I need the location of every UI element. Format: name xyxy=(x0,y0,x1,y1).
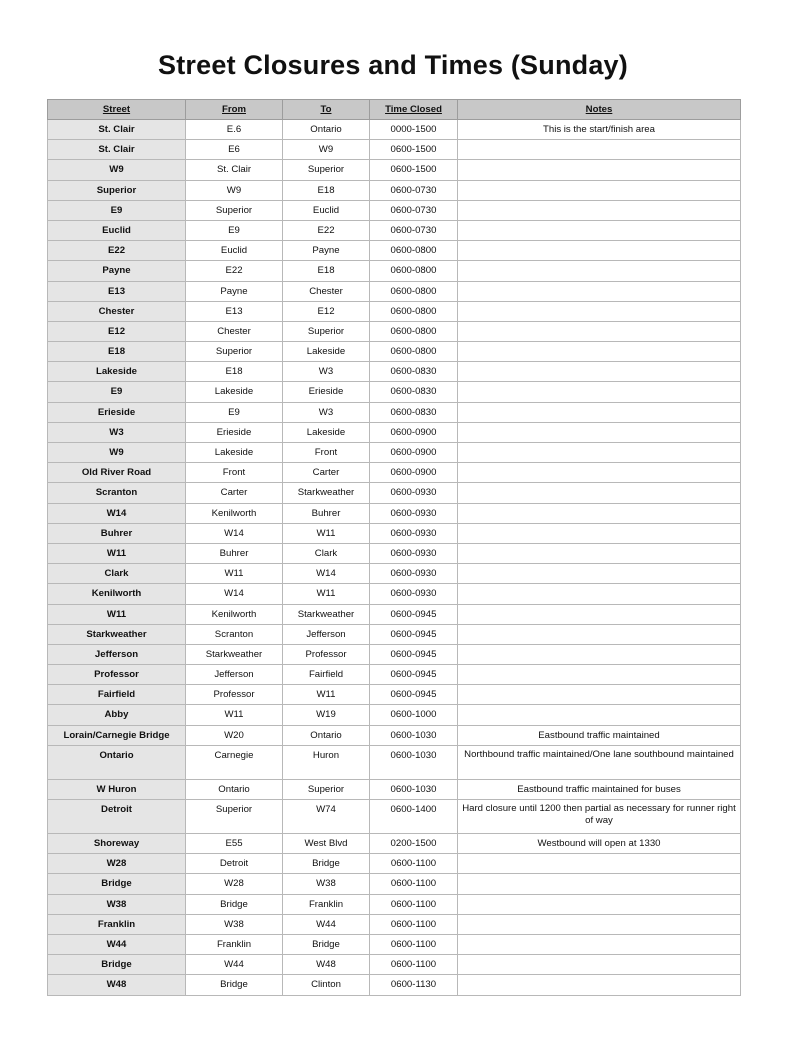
table-row xyxy=(48,604,741,624)
cell-from: Carnegie xyxy=(186,745,283,779)
cell-to: E18 xyxy=(283,180,370,200)
cell-notes xyxy=(458,422,741,442)
cell-time-closed: 0600-0830 xyxy=(370,382,458,402)
table-row xyxy=(48,281,741,301)
cell-time-closed: 0600-0800 xyxy=(370,321,458,341)
cell-notes xyxy=(458,874,741,894)
cell-time-closed: 0600-0830 xyxy=(370,402,458,422)
cell-from: Kenilworth xyxy=(186,604,283,624)
cell-time-closed: 0600-1100 xyxy=(370,874,458,894)
header-street: Street xyxy=(48,100,186,120)
table-row xyxy=(48,120,741,140)
cell-to: Erieside xyxy=(283,382,370,402)
cell-to: Huron xyxy=(283,745,370,779)
cell-time-closed: 0600-0930 xyxy=(370,483,458,503)
table-row xyxy=(48,140,741,160)
cell-from: Bridge xyxy=(186,975,283,995)
cell-to: W14 xyxy=(283,564,370,584)
cell-to: Lakeside xyxy=(283,342,370,362)
cell-time-closed: 0600-0945 xyxy=(370,644,458,664)
cell-time-closed: 0600-1100 xyxy=(370,914,458,934)
cell-notes xyxy=(458,301,741,321)
cell-notes xyxy=(458,685,741,705)
cell-time-closed: 0600-1000 xyxy=(370,705,458,725)
cell-from: Euclid xyxy=(186,241,283,261)
cell-time-closed: 0600-1500 xyxy=(370,160,458,180)
table-row xyxy=(48,779,741,799)
cell-from: Carter xyxy=(186,483,283,503)
cell-from: E9 xyxy=(186,220,283,240)
cell-from: Bridge xyxy=(186,894,283,914)
cell-to: Front xyxy=(283,443,370,463)
cell-time-closed: 0600-0830 xyxy=(370,362,458,382)
cell-notes xyxy=(458,624,741,644)
table-row xyxy=(48,725,741,745)
cell-street: Kenilworth xyxy=(48,584,186,604)
cell-to: Ontario xyxy=(283,120,370,140)
cell-street: W28 xyxy=(48,854,186,874)
cell-from: Buhrer xyxy=(186,543,283,563)
cell-from: W11 xyxy=(186,564,283,584)
cell-notes xyxy=(458,854,741,874)
table-row xyxy=(48,624,741,644)
cell-from: Superior xyxy=(186,342,283,362)
cell-from: W14 xyxy=(186,584,283,604)
cell-notes xyxy=(458,443,741,463)
cell-street: Lakeside xyxy=(48,362,186,382)
table-row xyxy=(48,705,741,725)
cell-time-closed: 0600-0930 xyxy=(370,584,458,604)
cell-notes xyxy=(458,200,741,220)
cell-from: E55 xyxy=(186,834,283,854)
table-row xyxy=(48,745,741,779)
cell-notes xyxy=(458,321,741,341)
table-row xyxy=(48,975,741,995)
cell-from: W38 xyxy=(186,914,283,934)
cell-street: Ontario xyxy=(48,745,186,779)
cell-to: Ontario xyxy=(283,725,370,745)
table-row xyxy=(48,564,741,584)
cell-to: W9 xyxy=(283,140,370,160)
cell-from: W14 xyxy=(186,523,283,543)
cell-notes xyxy=(458,543,741,563)
cell-street: Fairfield xyxy=(48,685,186,705)
cell-to: W11 xyxy=(283,523,370,543)
table-row xyxy=(48,443,741,463)
cell-street: Bridge xyxy=(48,874,186,894)
cell-to: Bridge xyxy=(283,934,370,954)
cell-notes: Eastbound traffic maintained xyxy=(458,725,741,745)
cell-notes xyxy=(458,975,741,995)
table-row xyxy=(48,523,741,543)
cell-street: E9 xyxy=(48,200,186,220)
table-row xyxy=(48,200,741,220)
cell-street: Old River Road xyxy=(48,463,186,483)
cell-time-closed: 0600-1030 xyxy=(370,745,458,779)
cell-time-closed: 0600-1500 xyxy=(370,140,458,160)
cell-street: Professor xyxy=(48,665,186,685)
table-row xyxy=(48,665,741,685)
cell-time-closed: 0600-0930 xyxy=(370,564,458,584)
cell-notes xyxy=(458,523,741,543)
cell-time-closed: 0200-1500 xyxy=(370,834,458,854)
cell-to: Jefferson xyxy=(283,624,370,644)
cell-from: E13 xyxy=(186,301,283,321)
cell-to: Professor xyxy=(283,644,370,664)
cell-from: Detroit xyxy=(186,854,283,874)
table-row xyxy=(48,894,741,914)
cell-time-closed: 0600-1100 xyxy=(370,894,458,914)
cell-street: W14 xyxy=(48,503,186,523)
table-row xyxy=(48,834,741,854)
cell-from: Scranton xyxy=(186,624,283,644)
cell-from: Lakeside xyxy=(186,443,283,463)
cell-street: E12 xyxy=(48,321,186,341)
cell-from: Superior xyxy=(186,200,283,220)
cell-time-closed: 0600-0900 xyxy=(370,422,458,442)
cell-notes xyxy=(458,402,741,422)
cell-time-closed: 0600-0900 xyxy=(370,443,458,463)
cell-street: St. Clair xyxy=(48,120,186,140)
cell-street: Buhrer xyxy=(48,523,186,543)
cell-to: W38 xyxy=(283,874,370,894)
cell-time-closed: 0000-1500 xyxy=(370,120,458,140)
cell-street: E22 xyxy=(48,241,186,261)
cell-from: Chester xyxy=(186,321,283,341)
cell-time-closed: 0600-1130 xyxy=(370,975,458,995)
table-header-row xyxy=(48,100,741,120)
table-row xyxy=(48,180,741,200)
table-row xyxy=(48,422,741,442)
table-row xyxy=(48,503,741,523)
cell-from: W44 xyxy=(186,955,283,975)
header-from: From xyxy=(186,100,283,120)
cell-from: E6 xyxy=(186,140,283,160)
cell-street: W Huron xyxy=(48,779,186,799)
table-row xyxy=(48,301,741,321)
cell-notes xyxy=(458,483,741,503)
cell-notes xyxy=(458,934,741,954)
cell-notes: This is the start/finish area xyxy=(458,120,741,140)
cell-notes: Westbound will open at 1330 xyxy=(458,834,741,854)
cell-street: Jefferson xyxy=(48,644,186,664)
cell-time-closed: 0600-0945 xyxy=(370,685,458,705)
cell-street: Erieside xyxy=(48,402,186,422)
cell-notes: Northbound traffic maintained/One lane southbound maintained xyxy=(458,745,741,779)
cell-notes xyxy=(458,140,741,160)
table-row xyxy=(48,955,741,975)
cell-from: W28 xyxy=(186,874,283,894)
cell-street: St. Clair xyxy=(48,140,186,160)
cell-street: W44 xyxy=(48,934,186,954)
cell-from: E18 xyxy=(186,362,283,382)
cell-time-closed: 0600-1400 xyxy=(370,800,458,834)
cell-to: Bridge xyxy=(283,854,370,874)
cell-from: Erieside xyxy=(186,422,283,442)
cell-time-closed: 0600-0800 xyxy=(370,281,458,301)
cell-to: E12 xyxy=(283,301,370,321)
cell-to: E18 xyxy=(283,261,370,281)
cell-notes xyxy=(458,342,741,362)
cell-street: Bridge xyxy=(48,955,186,975)
cell-to: Superior xyxy=(283,321,370,341)
table-row xyxy=(48,160,741,180)
cell-from: Front xyxy=(186,463,283,483)
cell-street: W11 xyxy=(48,543,186,563)
cell-to: Starkweather xyxy=(283,604,370,624)
cell-notes xyxy=(458,705,741,725)
table-row xyxy=(48,483,741,503)
cell-from: Lakeside xyxy=(186,382,283,402)
cell-notes xyxy=(458,584,741,604)
cell-street: Euclid xyxy=(48,220,186,240)
cell-time-closed: 0600-0930 xyxy=(370,523,458,543)
cell-time-closed: 0600-1030 xyxy=(370,725,458,745)
cell-from: Payne xyxy=(186,281,283,301)
cell-street: Shoreway xyxy=(48,834,186,854)
cell-to: W11 xyxy=(283,685,370,705)
street-closures-table xyxy=(47,99,741,996)
cell-from: W9 xyxy=(186,180,283,200)
table-row xyxy=(48,261,741,281)
cell-street: W9 xyxy=(48,160,186,180)
cell-to: Superior xyxy=(283,160,370,180)
cell-to: Superior xyxy=(283,779,370,799)
cell-notes xyxy=(458,665,741,685)
cell-notes xyxy=(458,160,741,180)
cell-notes xyxy=(458,955,741,975)
cell-street: W38 xyxy=(48,894,186,914)
page-title: Street Closures and Times (Sunday) xyxy=(158,50,628,80)
cell-from: Jefferson xyxy=(186,665,283,685)
cell-street: Detroit xyxy=(48,800,186,834)
cell-from: Franklin xyxy=(186,934,283,954)
cell-to: Clark xyxy=(283,543,370,563)
cell-notes: Eastbound traffic maintained for buses xyxy=(458,779,741,799)
header-notes: Notes xyxy=(458,100,741,120)
cell-street: W9 xyxy=(48,443,186,463)
table-row xyxy=(48,914,741,934)
cell-street: Franklin xyxy=(48,914,186,934)
cell-street: E18 xyxy=(48,342,186,362)
cell-street: W11 xyxy=(48,604,186,624)
cell-from: E9 xyxy=(186,402,283,422)
table-body xyxy=(48,120,741,996)
cell-to: E22 xyxy=(283,220,370,240)
table-row xyxy=(48,220,741,240)
cell-to: Franklin xyxy=(283,894,370,914)
table-row xyxy=(48,644,741,664)
cell-time-closed: 0600-0800 xyxy=(370,301,458,321)
cell-time-closed: 0600-1100 xyxy=(370,934,458,954)
table-row xyxy=(48,934,741,954)
cell-notes xyxy=(458,362,741,382)
cell-street: W3 xyxy=(48,422,186,442)
table-row xyxy=(48,241,741,261)
cell-from: Superior xyxy=(186,800,283,834)
table-row xyxy=(48,382,741,402)
cell-notes: Hard closure until 1200 then partial as necessary for runner right of way xyxy=(458,800,741,834)
cell-notes xyxy=(458,914,741,934)
cell-street: E13 xyxy=(48,281,186,301)
cell-from: Starkweather xyxy=(186,644,283,664)
cell-from: W20 xyxy=(186,725,283,745)
cell-street: Starkweather xyxy=(48,624,186,644)
cell-street: W48 xyxy=(48,975,186,995)
cell-street: Superior xyxy=(48,180,186,200)
cell-to: W3 xyxy=(283,362,370,382)
cell-street: E9 xyxy=(48,382,186,402)
cell-notes xyxy=(458,220,741,240)
cell-from: Kenilworth xyxy=(186,503,283,523)
cell-time-closed: 0600-0900 xyxy=(370,463,458,483)
cell-to: Payne xyxy=(283,241,370,261)
cell-from: Ontario xyxy=(186,779,283,799)
table-row xyxy=(48,362,741,382)
cell-notes xyxy=(458,564,741,584)
cell-time-closed: 0600-0930 xyxy=(370,503,458,523)
cell-notes xyxy=(458,894,741,914)
cell-time-closed: 0600-0800 xyxy=(370,342,458,362)
table-row xyxy=(48,543,741,563)
cell-notes xyxy=(458,180,741,200)
cell-to: Fairfield xyxy=(283,665,370,685)
cell-to: W48 xyxy=(283,955,370,975)
cell-notes xyxy=(458,382,741,402)
cell-notes xyxy=(458,261,741,281)
cell-time-closed: 0600-0945 xyxy=(370,604,458,624)
cell-from: E.6 xyxy=(186,120,283,140)
table-row xyxy=(48,342,741,362)
table-row xyxy=(48,584,741,604)
cell-time-closed: 0600-0930 xyxy=(370,543,458,563)
cell-street: Payne xyxy=(48,261,186,281)
cell-to: W11 xyxy=(283,584,370,604)
header-time-closed: Time Closed xyxy=(370,100,458,120)
cell-to: Carter xyxy=(283,463,370,483)
cell-to: Buhrer xyxy=(283,503,370,523)
table-row xyxy=(48,800,741,834)
cell-to: W19 xyxy=(283,705,370,725)
cell-from: E22 xyxy=(186,261,283,281)
cell-to: West Blvd xyxy=(283,834,370,854)
cell-to: Clinton xyxy=(283,975,370,995)
cell-time-closed: 0600-1100 xyxy=(370,854,458,874)
table-row xyxy=(48,854,741,874)
cell-notes xyxy=(458,604,741,624)
cell-time-closed: 0600-1100 xyxy=(370,955,458,975)
cell-notes xyxy=(458,463,741,483)
cell-to: Chester xyxy=(283,281,370,301)
cell-notes xyxy=(458,241,741,261)
cell-street: Lorain/Carnegie Bridge xyxy=(48,725,186,745)
cell-street: Abby xyxy=(48,705,186,725)
cell-notes xyxy=(458,644,741,664)
table-row xyxy=(48,402,741,422)
cell-to: Euclid xyxy=(283,200,370,220)
table-row xyxy=(48,874,741,894)
cell-time-closed: 0600-0730 xyxy=(370,220,458,240)
header-to: To xyxy=(283,100,370,120)
cell-notes xyxy=(458,281,741,301)
cell-to: W74 xyxy=(283,800,370,834)
cell-notes xyxy=(458,503,741,523)
cell-time-closed: 0600-0730 xyxy=(370,200,458,220)
cell-street: Scranton xyxy=(48,483,186,503)
cell-to: Lakeside xyxy=(283,422,370,442)
table-row xyxy=(48,685,741,705)
cell-time-closed: 0600-0945 xyxy=(370,665,458,685)
cell-time-closed: 0600-0800 xyxy=(370,261,458,281)
cell-time-closed: 0600-0730 xyxy=(370,180,458,200)
cell-time-closed: 0600-0800 xyxy=(370,241,458,261)
cell-from: St. Clair xyxy=(186,160,283,180)
cell-to: Starkweather xyxy=(283,483,370,503)
cell-from: W11 xyxy=(186,705,283,725)
table-row xyxy=(48,321,741,341)
cell-street: Chester xyxy=(48,301,186,321)
cell-street: Clark xyxy=(48,564,186,584)
table-row xyxy=(48,463,741,483)
cell-time-closed: 0600-0945 xyxy=(370,624,458,644)
cell-to: W44 xyxy=(283,914,370,934)
cell-from: Professor xyxy=(186,685,283,705)
cell-to: W3 xyxy=(283,402,370,422)
cell-time-closed: 0600-1030 xyxy=(370,779,458,799)
